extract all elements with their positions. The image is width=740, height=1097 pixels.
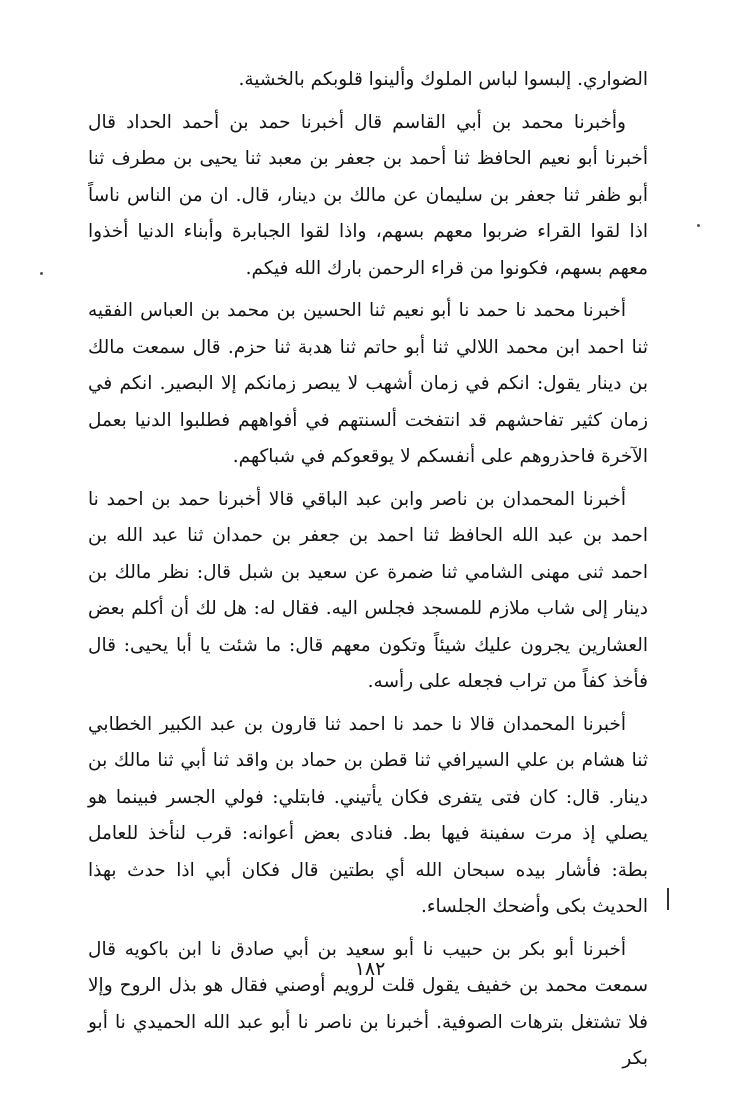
page-body-text: [88, 62, 648, 1084]
margin-line-mark: [667, 888, 669, 910]
paragraph: وأخبرنا محمد بن أبي القاسم قال أخبرنا حمد بن أحمد الحداد قال أخبرنا أبو نعيم الحافظ ثنا أحمد بن جعفر بن معبد ثنا يحيى بن مطرف ثنا أبو ظفر ثنا جعفر بن سليمان عن مالك بن دينار، قال. ان من الناس ناساً اذا لقوا القراء ضربوا معهم بسهم، واذا لقوا الجبابرة وأبناء الدنيا أخذوا معهم بسهم، فكونوا من قراء الرحمن بارك الله فيكم.: [88, 111, 648, 279]
page-number: ١٨٢: [354, 958, 386, 980]
paragraph: أخبرنا المحمدان بن ناصر وابن عبد الباقي قالا أخبرنا حمد بن احمد نا احمد بن عبد الله الحافظ ثنا احمد بن جعفر بن حمدان ثنا عبد الله بن احمد ثنى مهنى الشامي ثنا ضمرة عن سعيد بن شبل قال: نظر مالك بن دينار إلى شاب ملازم للمسجد فجلس اليه. فقال له: هل لك أن أكلم بعض العشارين يجرون عليك شيئاً وتكون معهم قال: ما شئت يا أبا يحيى: قال فأخذ كفاً من تراب فجعله على رأسه.: [88, 488, 648, 692]
paragraph: الضواري. إلبسوا لباس الملوك وألينوا قلوبكم بالخشية.: [238, 69, 648, 90]
margin-dot: [697, 224, 700, 227]
margin-dot: [40, 272, 43, 275]
paragraph: أخبرنا المحمدان قالا نا حمد نا احمد ثنا قارون بن عبد الكبير الخطابي ثنا هشام بن علي السيرافي ثنا قطن بن حماد بن واقد ثنا أبي ثنا مالك بن دينار. قال: كان فتى يتفرى فكان يأتيني. فابتلي: فولي الجسر فبينما هو يصلي إذ مرت سفينة فيها بط. فنادى بعض أعوانه: قرب لنأخذ للعامل بطة: فأشار بيده سبحان الله أي بطتين قال فكان أبي اذا حدث بهذا الحديث بكى وأضحك الجلساء.: [88, 713, 648, 917]
paragraph: أخبرنا أبو بكر بن حبيب نا أبو سعيد بن أبي صادق نا ابن باكويه قال سمعت محمد بن خفيف يقول قلت لرويم أوصني فقال هو بذل الروح وإلا فلا تشتغل بترهات الصوفية. أخبرنا بن ناصر نا أبو عبد الله الحميدي نا أبو بكر: [88, 938, 648, 1069]
paragraph: أخبرنا محمد نا حمد نا أبو نعيم ثنا الحسين بن محمد بن العباس الفقيه ثنا احمد ابن محمد اللالي ثنا أبو حاتم ثنا هدبة ثنا حزم. قال سمعت مالك بن دينار يقول: انكم في زمان أشهب لا يبصر زمانكم إلا البصير. انكم في زمان كثير تفاحشهم قد انتفخت ألسنتهم في أفواههم فطلبوا الدنيا بعمل الآخرة فاحذروهم على أنفسكم لا يوقعوكم في شباكهم.: [88, 300, 648, 467]
